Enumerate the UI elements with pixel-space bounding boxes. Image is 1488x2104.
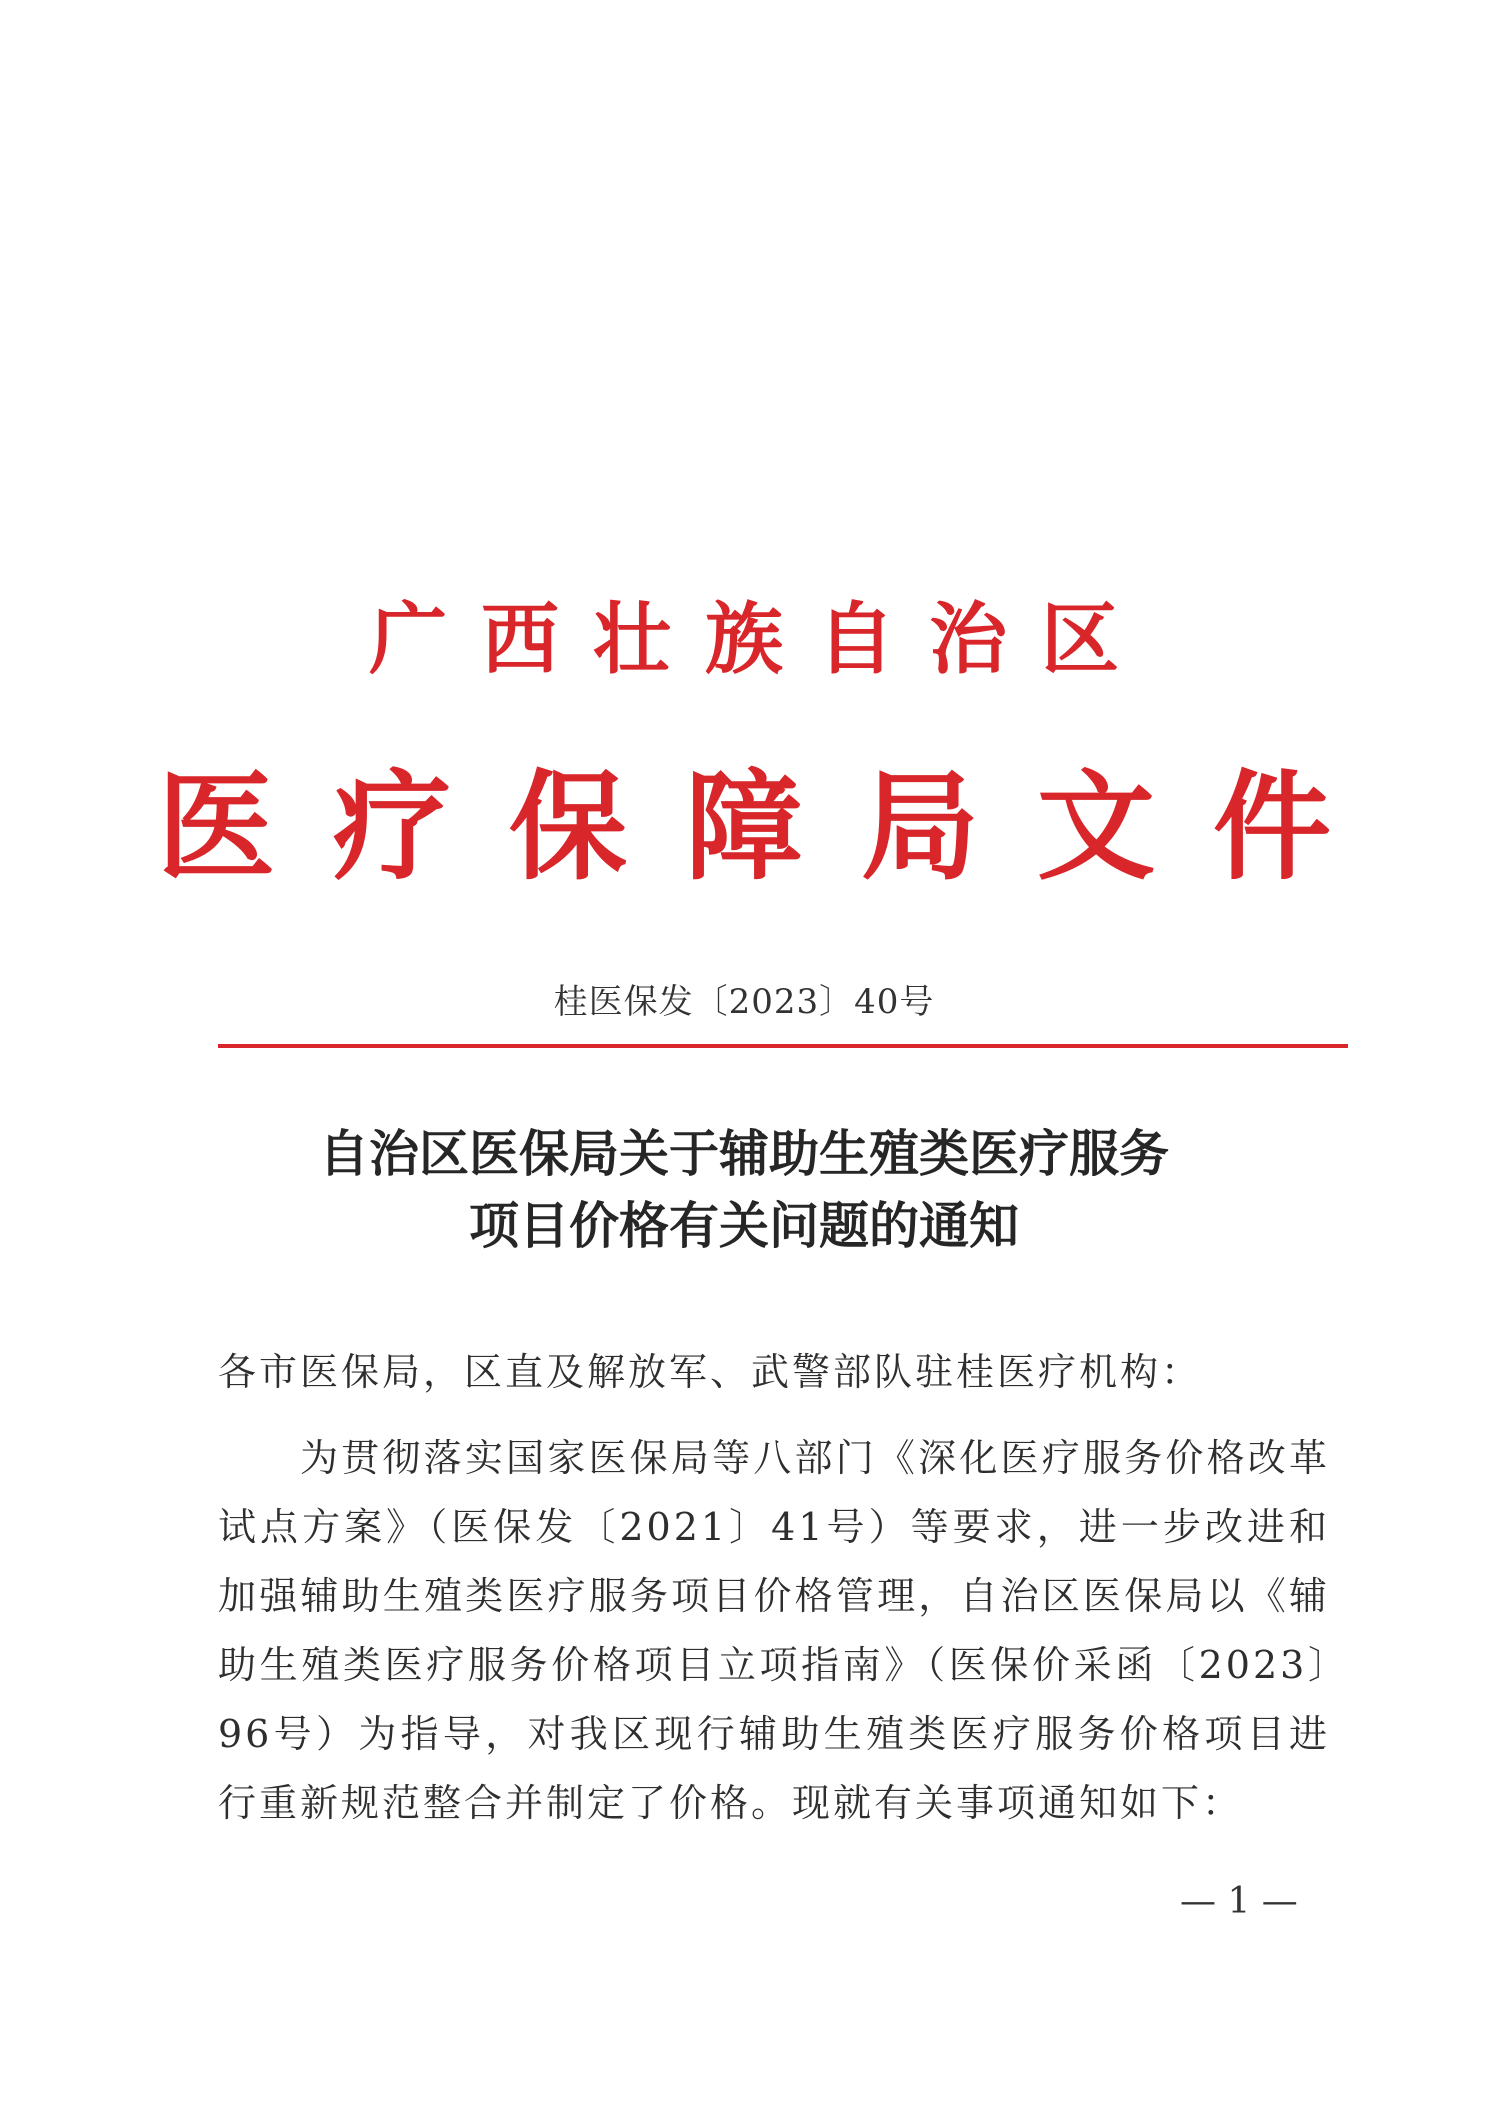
document-title-line2: 项目价格有关问题的通知 (469, 1197, 1019, 1255)
issuer-header-line1: 广西壮族自治区 (368, 594, 1153, 685)
document-title-line1: 自治区医保局关于辅助生殖类医疗服务 (319, 1125, 1169, 1183)
document-title (0, 1118, 1488, 1262)
page-number: — 1 — (1180, 1881, 1298, 1922)
red-divider-line (218, 1044, 1348, 1048)
issuer-header-line2: 医疗保障局文件 (156, 757, 1389, 896)
document-number: 桂医保发〔2023〕40号 (553, 982, 935, 1022)
salutation: 各市医保局，区直及解放军、武警部队驻桂医疗机构： (218, 1350, 1203, 1394)
body-paragraph: 为贯彻落实国家医保局等八部门《深化医疗服务价格改革试点方案》（医保发〔2021〕41号）等要求，进一步改进和加强辅助生殖类医疗服务项目价格管理，自治区医保局以《辅助生殖类医疗服务价格项目立项指南》（医保价采函〔2023〕96号）为指导，对我区现行辅助生殖类医疗服务价格项目进行重新规范整合并制定了价格。现就有关事项通知如下： (218, 1436, 1330, 1825)
